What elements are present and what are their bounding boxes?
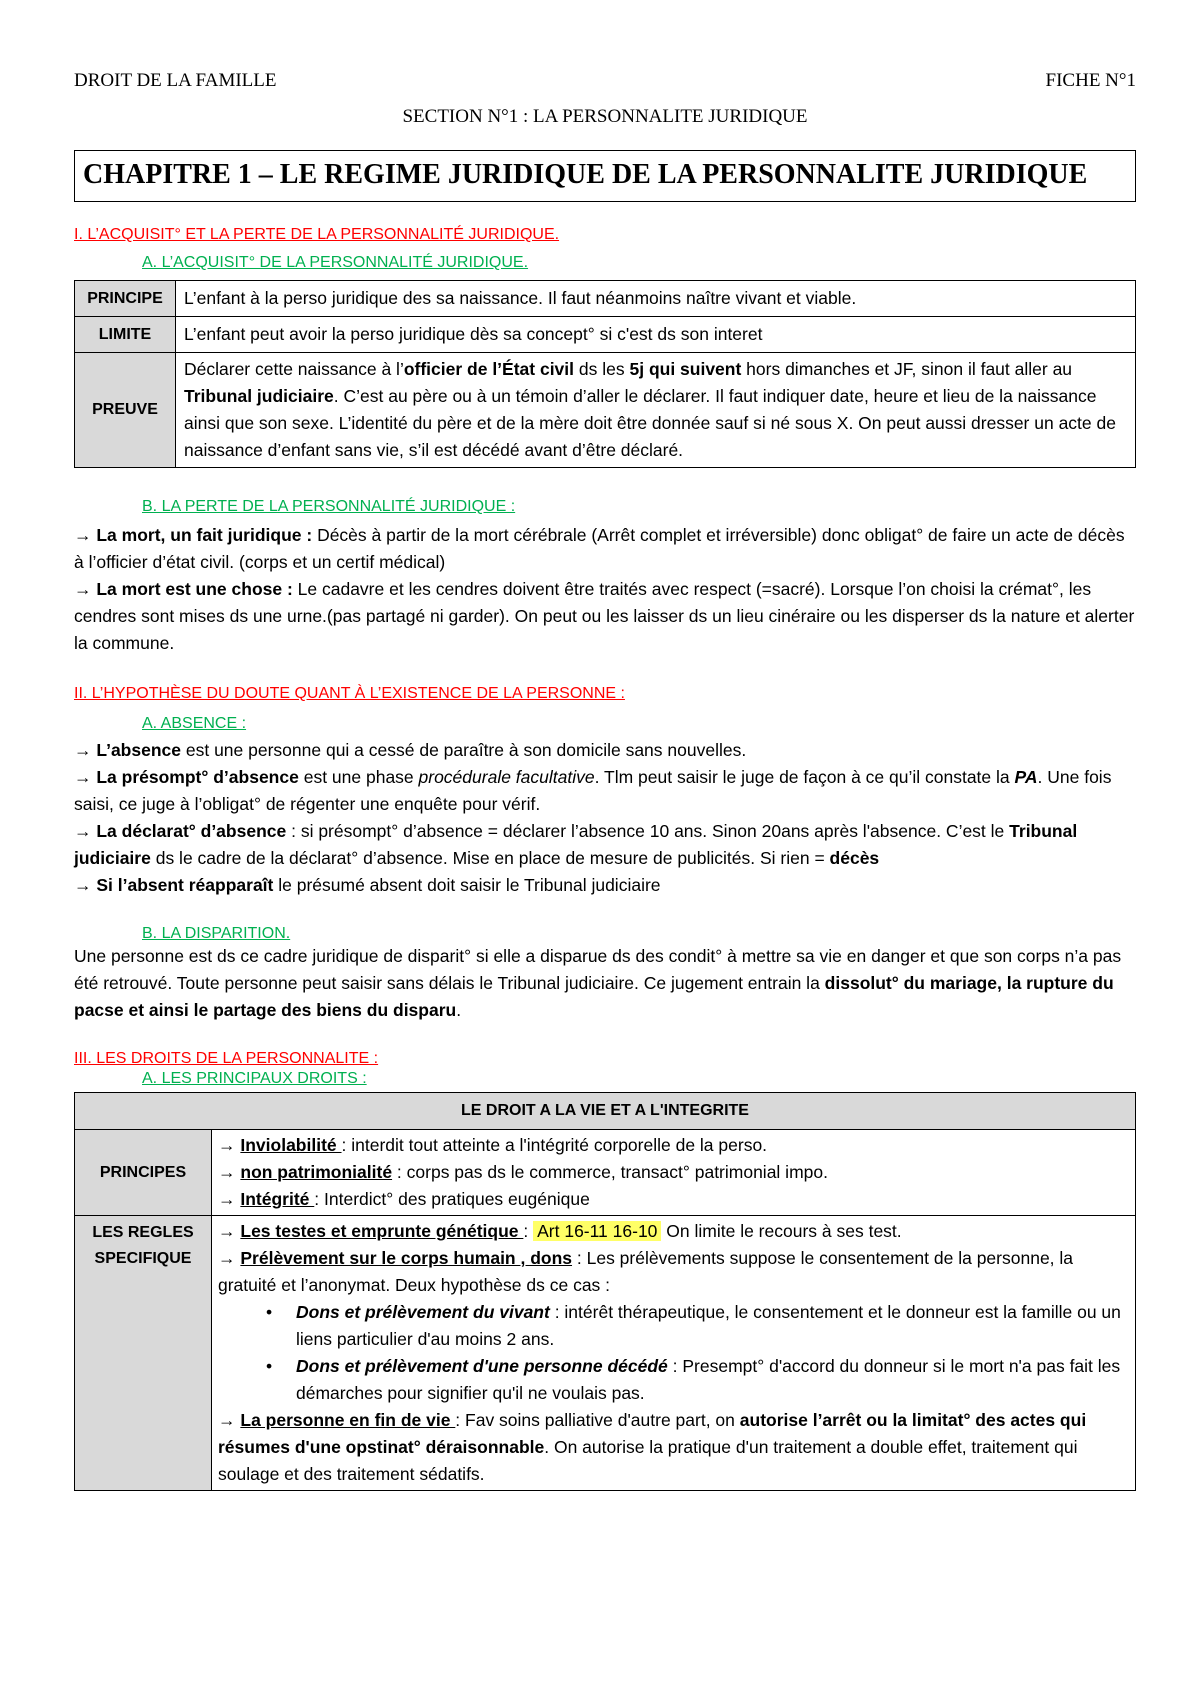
table-row <box>75 1216 1136 1491</box>
paragraph <box>218 1159 1129 1186</box>
paragraph <box>74 764 1136 818</box>
text-run: . C’est au père ou à un témoin d’aller le déclarer. Il faut indiquer date, heure et lieu de la naissance ainsi que son sexe. L’identité du père et de la mère doit être donnée sauf si né sous X. On peut aussi dresser un acte de naissance d’enfant sans vie, s’il est décédé avant d’être déclaré. <box>184 386 1116 460</box>
text-run: Déclarer cette naissance à l’ <box>184 359 404 379</box>
bold-run: décès <box>829 848 880 868</box>
text-run: : <box>523 1221 534 1241</box>
bold-run: La mort est une chose : <box>91 579 293 599</box>
table-row <box>75 317 1136 353</box>
arrow-icon: → <box>74 579 92 599</box>
row-label <box>75 1216 212 1491</box>
row-label: PRINCIPES <box>75 1130 212 1216</box>
page-header <box>74 70 1136 92</box>
list-item <box>266 1353 1129 1407</box>
text-run: : intérêt thérapeutique, le consentement et le donneur est la famille ou un liens particulier d'au moins 2 ans. <box>296 1302 1121 1349</box>
text-run: Le cadavre et les cendres doivent être traités avec respect (=sacré). Lorsque l’on choisi la crémat°, les cendres sont mises ds une urne.(pas partagé ni garder). On peut ou les laisser ds un lieu cinéraire ou les disperser ds la nature et alerter la commune. <box>74 579 1135 653</box>
text-run: : Les prélèvements suppose le consentement de la personne, la gratuité et l’anonymat. Deux hypothèse ds ce cas : <box>218 1248 1074 1295</box>
text-run: : Interdict° des pratiques eugénique <box>314 1189 590 1209</box>
chapter-title: CHAPITRE 1 – LE REGIME JURIDIQUE DE LA PERSONNALITE JURIDIQUE <box>74 150 1136 202</box>
label-line: SPECIFIQUE <box>94 1250 192 1267</box>
arrow-icon: → <box>218 1135 236 1155</box>
paragraph <box>74 818 1136 872</box>
text-run: : interdit tout atteinte a l'intégrité corporelle de la perso. <box>341 1135 768 1155</box>
row-label: LIMITE <box>75 317 176 353</box>
bold-run: Tribunal judiciaire <box>74 821 1078 868</box>
text-run: . Une fois saisi, ce juge à l’obligat° de régenter une enquête pour vérif. <box>74 767 1112 814</box>
paragraph <box>218 1407 1129 1488</box>
underline-run: non patrimonialité <box>240 1162 393 1182</box>
paragraph <box>74 872 1136 899</box>
paragraph <box>74 737 1136 764</box>
part1-b-heading: B. LA PERTE DE LA PERSONNALITÉ JURIDIQUE : <box>142 498 516 515</box>
part2-b-heading: B. LA DISPARITION. <box>142 925 291 942</box>
row-text <box>212 1130 1136 1216</box>
bold-run: → L’absence <box>74 740 181 760</box>
text-run: . On autorise la pratique d'un traitement a double effet, traitement qui soulage et des traitement sédatifs. <box>218 1437 1078 1484</box>
rights-table <box>74 1092 1136 1491</box>
part1-heading: I. L’ACQUISIT° ET LA PERTE DE LA PERSONNALITÉ JURIDIQUE. <box>74 226 560 243</box>
bold-italic-run: Dons et prélèvement d'une personne décédé <box>296 1356 668 1376</box>
paragraph <box>218 1132 1129 1159</box>
bold-italic-run: Dons et prélèvement du vivant <box>296 1302 550 1322</box>
acquisition-table <box>74 280 1136 468</box>
text-run: . <box>456 1000 462 1020</box>
bold-run: → La présompt° d’absence <box>74 767 299 787</box>
label-line: LES REGLES <box>92 1224 194 1241</box>
arrow-icon: → <box>218 1410 236 1430</box>
italic-run: procédurale facultative <box>418 767 595 787</box>
bold-run: → Si l’absent réapparaît <box>74 875 274 895</box>
part3-a-heading: A. LES PRINCIPAUX DROITS : <box>142 1070 367 1087</box>
text-run: On limite le recours à ses test. <box>661 1221 902 1241</box>
bold-run: 5j qui suivent <box>629 359 742 379</box>
row-text: L’enfant à la perso juridique des sa naissance. Il faut néanmoins naître vivant et viable. <box>176 281 1136 317</box>
underline-run: Inviolabilité <box>240 1135 342 1155</box>
paragraph <box>218 1186 1129 1213</box>
text-run: est une phase <box>298 767 419 787</box>
part2-heading: II. L’HYPOTHÈSE DU DOUTE QUANT À L’EXISTENCE DE LA PERSONNE : <box>74 685 625 702</box>
bullet-list <box>218 1299 1129 1407</box>
part2-a-heading: A. ABSENCE : <box>142 715 247 732</box>
row-text: L’enfant peut avoir la perso juridique dès sa concept° si c'est ds son interet <box>176 317 1136 353</box>
underline-run: Intégrité <box>240 1189 315 1209</box>
text-run: ds les <box>574 359 630 379</box>
arrow-icon: → <box>218 1221 236 1241</box>
paragraph <box>74 943 1136 1024</box>
underline-run: Les testes et emprunte génétique <box>240 1221 524 1241</box>
text-run: : corps pas ds le commerce, transact° patrimonial impo. <box>392 1162 828 1182</box>
arrow-icon: → <box>218 1189 236 1209</box>
text-run: est une personne qui a cessé de paraître à son domicile sans nouvelles. <box>181 740 747 760</box>
list-item <box>266 1299 1129 1353</box>
table-row <box>75 281 1136 317</box>
underline-run: Prélèvement sur le corps humain , dons <box>240 1248 573 1268</box>
text-run: . Tlm peut saisir le juge de façon à ce qu’il constate la <box>594 767 1015 787</box>
bold-run: La mort, un fait juridique : <box>91 525 313 545</box>
highlight-run: Art 16-11 16-10 <box>533 1221 661 1241</box>
text-run: le présumé absent doit saisir le Tribunal judiciaire <box>273 875 661 895</box>
text-run: Une personne est ds ce cadre juridique de disparit° si elle a disparue ds des condit° à mettre sa vie en danger et que son corps n’a pas été retrouvé. Toute personne peut saisir sans délais le Tribunal judiciaire. Ce jugement entrain la <box>74 946 1122 993</box>
text-run: : si présompt° d’absence = déclarer l’absence 10 ans. Sinon 20ans après l'absence. C’est le <box>286 821 1010 841</box>
text-run: ds le cadre de la déclarat° d’absence. Mise en place de mesure de publicités. Si rien = <box>150 848 830 868</box>
bold-run: Tribunal judiciaire <box>184 386 334 406</box>
arrow-icon: → <box>218 1162 236 1182</box>
header-course: DROIT DE LA FAMILLE <box>74 70 277 91</box>
text-run: Décès à partir de la mort cérébrale (Arrêt complet et irréversible) donc obligat° de faire un acte de décès à l’officier d’état civil. (corps et un certif médical) <box>74 525 1125 572</box>
table-header: LE DROIT A LA VIE ET A L'INTEGRITE <box>75 1093 1136 1130</box>
bold-run: autorise l’arrêt ou la limitat° des actes qui résumes d'une opstinat° déraisonnable <box>218 1410 1087 1457</box>
row-label: PREUVE <box>75 353 176 468</box>
paragraph <box>218 1245 1129 1299</box>
bold-italic-run: PA <box>1014 767 1038 787</box>
bold-run: dissolut° du mariage, la rupture du pacse et ainsi le partage des biens du disparu <box>74 973 1114 1020</box>
paragraph <box>74 576 1136 657</box>
paragraph <box>74 522 1136 576</box>
bold-run: officier de l’État civil <box>403 359 575 379</box>
header-fiche: FICHE N°1 <box>1045 70 1136 91</box>
row-text <box>212 1216 1136 1491</box>
section-title: SECTION N°1 : LA PERSONNALITE JURIDIQUE <box>402 106 808 127</box>
arrow-icon: → <box>218 1248 236 1268</box>
row-label: PRINCIPE <box>75 281 176 317</box>
absence-paragraphs <box>74 737 1136 899</box>
paragraph <box>218 1218 1129 1245</box>
table-header-row <box>75 1093 1136 1130</box>
text-run: : Fav soins palliative d'autre part, on <box>455 1410 740 1430</box>
part3-heading: III. LES DROITS DE LA PERSONNALITE : <box>74 1050 379 1067</box>
arrow-icon: → <box>74 525 92 545</box>
part1-a-heading: A. L’ACQUISIT° DE LA PERSONNALITÉ JURIDIQUE. <box>142 254 529 271</box>
bold-run: → La déclarat° d’absence <box>74 821 287 841</box>
text-run: hors dimanches et JF, sinon il faut aller au <box>741 359 1073 379</box>
text-run: : Presempt° d'accord du donneur si le mort n'a pas fait les démarches pour signifier qu'il ne voulais pas. <box>296 1356 1121 1403</box>
table-row <box>75 1130 1136 1216</box>
death-paragraphs <box>74 522 1136 657</box>
row-text <box>176 353 1136 468</box>
document-page <box>74 70 1136 1491</box>
table-row <box>75 353 1136 468</box>
underline-run: La personne en fin de vie <box>240 1410 456 1430</box>
